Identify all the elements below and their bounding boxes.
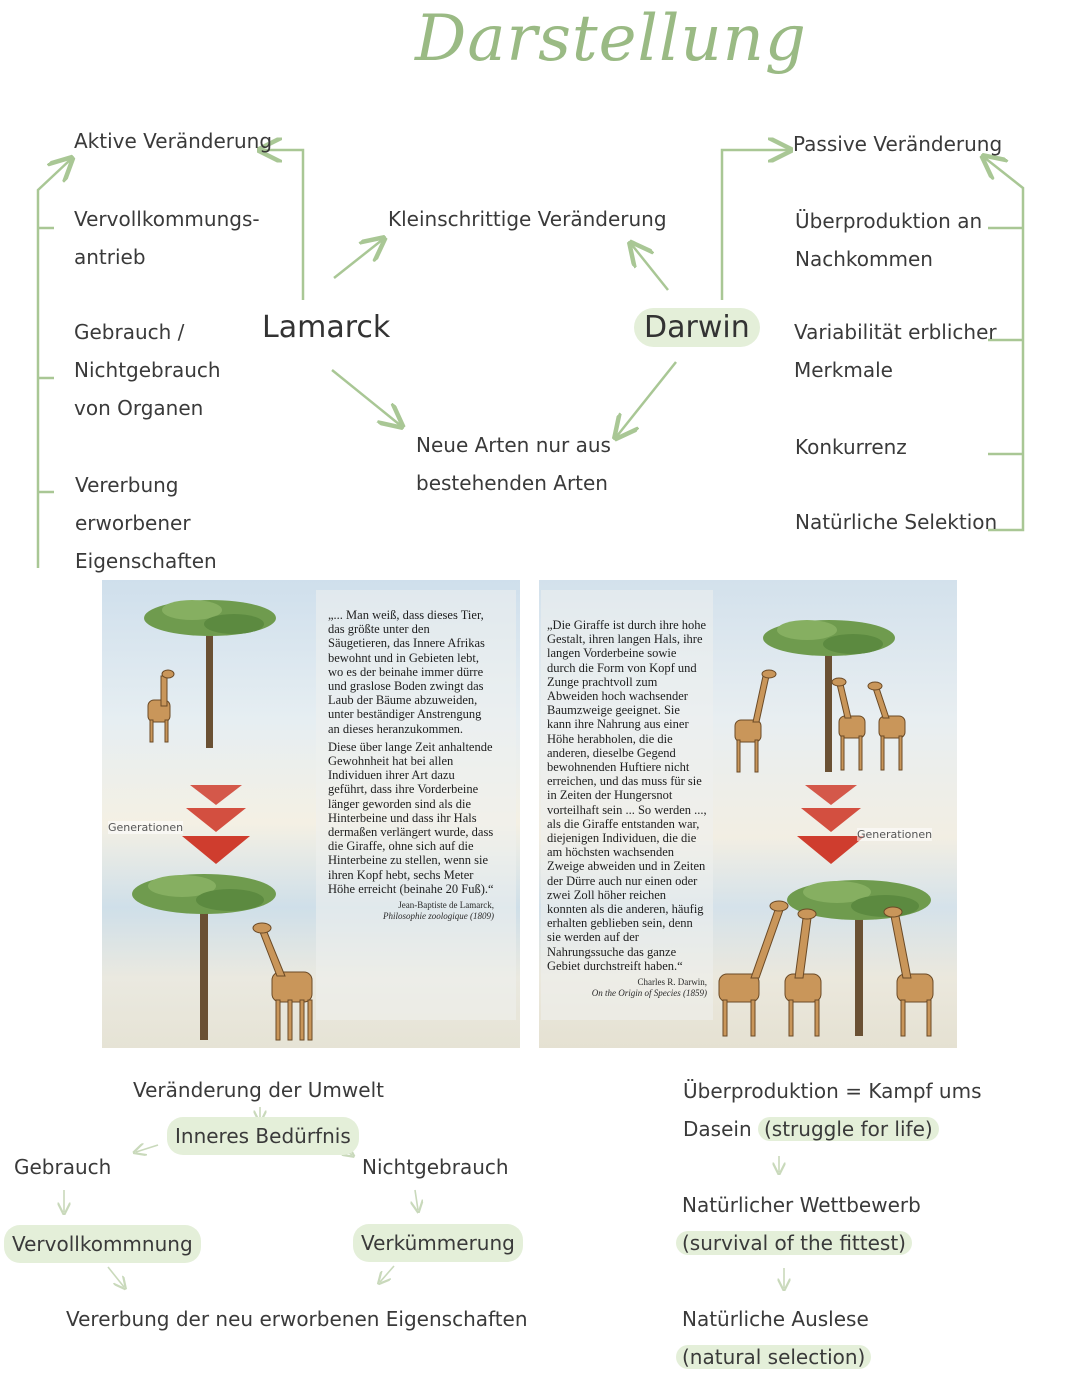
- darwin-point-4: Natürliche Selektion: [795, 510, 998, 534]
- giraffe-icon: [148, 670, 174, 742]
- lamarck-bracket-line: [38, 160, 70, 568]
- page-title: Darstellung: [415, 2, 807, 76]
- acacia-tree-icon: [787, 880, 931, 1036]
- darwin-label: Darwin: [634, 308, 760, 347]
- lamarck-flow-result: Vererbung der neu erworbenen Eigenschaften: [66, 1307, 528, 1331]
- generation-arrows-icon: [182, 785, 250, 864]
- lamarck-flow-need: Inneres Bedürfnis: [167, 1117, 359, 1155]
- shared-top: Kleinschrittige Veränderung: [388, 207, 667, 231]
- darwin-point-1: Überproduktion an Nachkommen: [795, 209, 983, 271]
- lamarck-flow-disuse: Nichtgebrauch: [362, 1155, 509, 1179]
- lamarck-point-3: Vererbung erworbener Eigenschaften: [75, 473, 217, 573]
- lamarck-flow-perfection: Vervollkommnung: [4, 1225, 201, 1263]
- darwin-quote: „Die Giraffe ist durch ihre hohe Gestalt, ihren langen Hals, ihre langen Vorderbeine sowie durch die Form von Kopf und Zunge prachtvoll zum Abweiden hoch wachsender Baumzweige geeignet. Sie kann ihre Nahrung aus einer Höhe herabholen, die die anderen, dieselbe Gegend bewohnenden Huftiere nicht erreichen, und das muss für sie in Zeiten der Hungersnot vorteilhaft sein ... So werden ..., als die Giraffe entstanden war, diejenigen Individuen, die die am höchsten wachsenden Zweige abweiden und in Zeiten der Dürre auch nur einen oder zwei Zoll höher reichen konnten als die anderen, häufig erhalten geblieben sein, denn sie werden auf der Nahrungssuche das ganze Gebiet durchstreift haben.“ Charles R. Darwin, On the Origin of Species (1859): [547, 618, 707, 999]
- lamarck-flow-top: Veränderung der Umwelt: [133, 1078, 384, 1102]
- darwin-to-heading-line: [722, 150, 788, 300]
- darwin-point-2: Variabilität erblicher Merkmale: [794, 320, 997, 382]
- lamarck-quote: „... Man weiß, dass dieses Tier, das größte unter den Säugetieren, das Innere Afrikas bewohnt und in Gebieten lebt, wo es der beinahe immer dürre und graslose Boden zwingt das Laub der Bäume abzuweiden, unter beständiger Anstrengung an dieses heranzukommen. Diese über lange Zeit anhaltende Gewohnheit hat bei allen Individuen ihrer Art dazu geführt, dass ihre Vorderbeine länger geworden sind als die Hinterbeine und dass ihr Hals dermaßen verlängert wurde, dass die Giraffe, ohne sich auf die Hinterbeine zu stellen, wenn sie ihren Kopf hebt, sechs Meter Höhe erreicht (beinahe 20 Fuß).“ Jean-Baptiste de Lamarck, Philosophie zoologique (1809): [328, 608, 494, 922]
- lamarck-flow-atrophy: Verkümmerung: [353, 1224, 523, 1262]
- darwin-figure-panel: [539, 580, 957, 1048]
- giraffe-icon: [253, 923, 312, 1040]
- shared-bottom: Neue Arten nur aus bestehenden Arten: [416, 433, 611, 495]
- darwin-generations-label: Generationen: [857, 828, 933, 841]
- lamarck-generations-label: Generationen: [108, 821, 184, 834]
- giraffe-icon: [719, 901, 933, 1036]
- giraffe-icon: [735, 670, 905, 772]
- darwin-flow-step-3: Natürliche Auslese (natural selection): [682, 1300, 871, 1376]
- darwin-flow-step-1: Überproduktion = Kampf ums Dasein (struggle for life): [683, 1079, 982, 1141]
- lamarck-to-heading-line: [262, 150, 303, 300]
- lamarck-label: Lamarck: [262, 310, 391, 345]
- acacia-tree-icon: [132, 874, 276, 1040]
- lamarck-flow-use: Gebrauch: [14, 1155, 112, 1179]
- lamarck-point-1: Vervollkommungs- antrieb: [74, 207, 260, 269]
- darwin-point-3: Konkurrenz: [795, 435, 907, 459]
- lamarck-heading: Aktive Veränderung: [74, 129, 273, 153]
- darwin-heading: Passive Veränderung: [793, 132, 1003, 156]
- lamarck-point-2: Gebrauch / Nichtgebrauch von Organen: [74, 320, 221, 420]
- darwin-flow-step-2: Natürlicher Wettbewerb (survival of the fittest): [682, 1186, 921, 1262]
- generation-arrows-icon: [797, 785, 865, 864]
- lamarck-figure-panel: [102, 580, 520, 1048]
